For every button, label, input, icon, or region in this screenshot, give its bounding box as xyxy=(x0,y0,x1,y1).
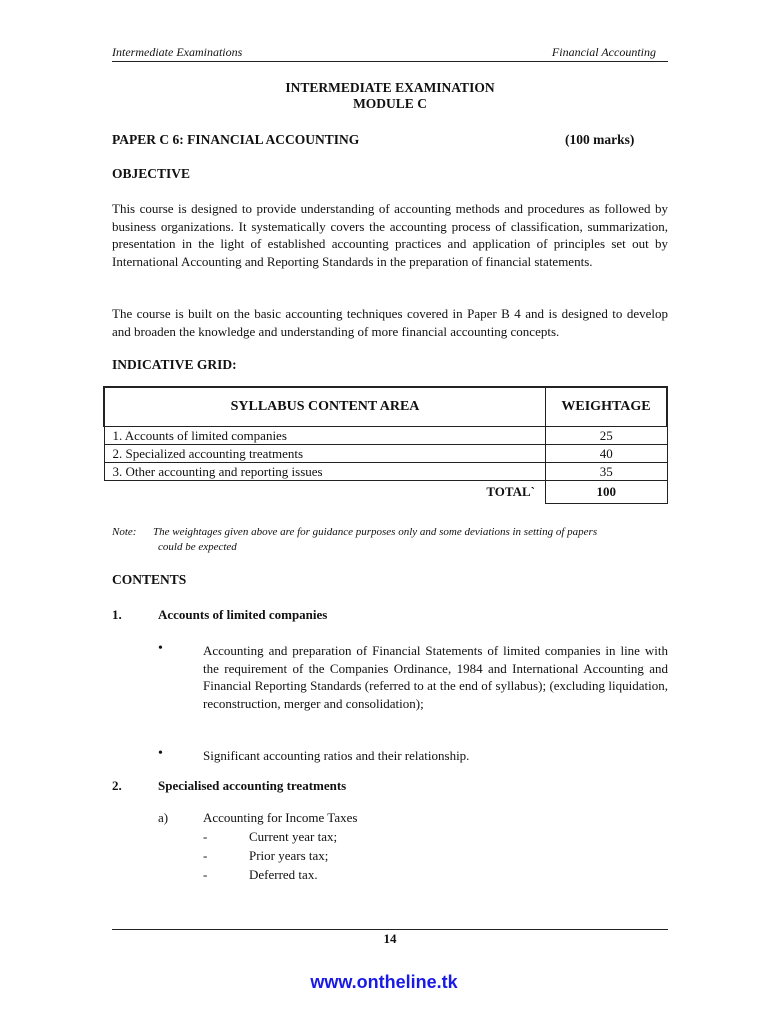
section-1-bullet-2: Significant accounting ratios and their relationship. xyxy=(203,748,470,763)
header-right: Financial Accounting xyxy=(551,45,656,59)
footer-link[interactable]: www.ontheline.tk xyxy=(310,972,458,992)
indicative-grid-table xyxy=(103,386,668,504)
grid-row-area: 1. Accounts of limited companies xyxy=(104,427,546,445)
grid-total-value: 100 xyxy=(546,481,668,504)
grid-total-row xyxy=(104,481,667,504)
list-item: Deferred tax. xyxy=(249,867,318,882)
note-label: Note: xyxy=(112,526,137,538)
paper-marks: (100 marks) xyxy=(565,132,635,147)
dash-marker: - xyxy=(203,848,208,863)
section-2-number: 2. xyxy=(112,778,122,793)
header-divider xyxy=(112,61,668,62)
dash-marker: - xyxy=(203,829,208,844)
grid-row-area: 2. Specialized accounting treatments xyxy=(104,445,546,463)
footer-divider xyxy=(112,929,668,930)
grid-col-weight-header: WEIGHTAGE xyxy=(546,387,668,427)
objective-paragraph-2: The course is built on the basic accounting techniques covered in Paper B 4 and is designed to develop and broaden the knowledge and understanding of more financial accounting concepts. xyxy=(112,306,668,339)
page-number: 14 xyxy=(383,931,397,946)
objective-paragraph-1: This course is designed to provide understanding of accounting methods and procedures as followed by business organizations. It systematically covers the accounting process of classification, summarization, presentation in the light of established accounting practices and application of principles set out by International Accounting and Reporting Standards in the preparation of financial statements. xyxy=(112,201,668,269)
paper-label: PAPER C 6: FINANCIAL ACCOUNTING xyxy=(112,132,360,147)
grid-row-area: 3. Other accounting and reporting issues xyxy=(104,463,546,481)
note-line-2: could be expected xyxy=(158,541,237,553)
grid-heading: INDICATIVE GRID: xyxy=(112,357,237,372)
list-item: Current year tax; xyxy=(249,829,338,844)
header-left: Intermediate Examinations xyxy=(112,45,243,59)
section-2a-label: a) xyxy=(158,810,169,825)
section-2a-text: Accounting for Income Taxes xyxy=(203,810,358,825)
section-1-title: Accounts of limited companies xyxy=(158,607,328,622)
section-1-number: 1. xyxy=(112,607,122,622)
bullet-icon: • xyxy=(158,746,163,761)
grid-total-label: TOTAL` xyxy=(486,484,535,500)
grid-row xyxy=(104,445,667,463)
section-1-bullet-1: Accounting and preparation of Financial Statements of limited companies in line with the requirement of the Companies Ordinance, 1984 and International Accounting and Financial Reporting Standards (referred to at the end of syllabus); (excluding liquidation, reconstruction, merger and consolidation); xyxy=(203,643,668,711)
grid-row-weight: 25 xyxy=(546,427,668,445)
title-line-2: MODULE C xyxy=(353,96,427,111)
objective-heading: OBJECTIVE xyxy=(112,166,191,181)
bullet-icon: • xyxy=(158,641,163,656)
grid-row-weight: 40 xyxy=(546,445,668,463)
grid-row-weight: 35 xyxy=(546,463,668,481)
list-item: Prior years tax; xyxy=(249,848,329,863)
note-line-1: The weightages given above are for guidance purposes only and some deviations in setting of papers xyxy=(153,526,598,538)
section-2-title: Specialised accounting treatments xyxy=(158,778,347,793)
grid-header-row xyxy=(104,387,667,427)
grid-row xyxy=(104,427,667,445)
title-line-1: INTERMEDIATE EXAMINATION xyxy=(285,80,495,95)
grid-col-area-header: SYLLABUS CONTENT AREA xyxy=(104,387,546,427)
contents-heading: CONTENTS xyxy=(112,572,187,587)
grid-row xyxy=(104,463,667,481)
dash-marker: - xyxy=(203,867,208,882)
